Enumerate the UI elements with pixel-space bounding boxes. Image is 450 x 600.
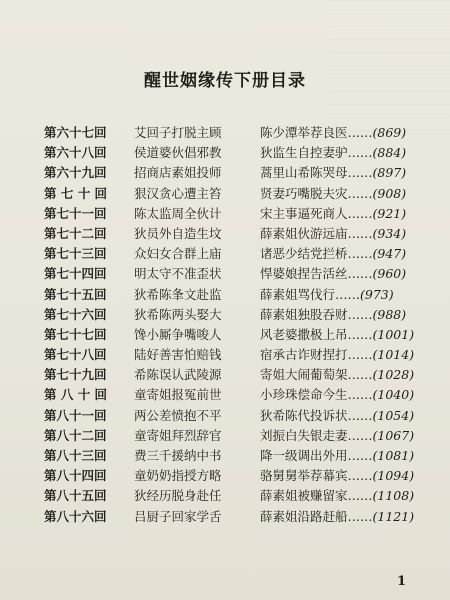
chapter-number: 第八十三回	[44, 448, 107, 463]
chapter-title-first: 明太守不准歪状	[134, 266, 222, 282]
chapter-number: 第六十八回	[44, 145, 107, 161]
page-ref: (1054)	[372, 407, 415, 423]
chapter-title-second: 风老婆撒极上吊	[260, 326, 348, 342]
leader-dots: ……	[347, 427, 373, 443]
chapter-title-first: 童奶奶指授方略	[134, 468, 222, 484]
chapter-number: 第六十七回	[44, 125, 107, 140]
page-ref: (1067)	[372, 427, 415, 443]
page-ref: (897)	[372, 165, 407, 181]
page-ref: (869)	[372, 125, 407, 140]
chapter-title-first: 狄希陈两头娶大	[134, 306, 222, 322]
toc-entry	[44, 385, 436, 405]
toc-entry	[44, 224, 436, 244]
leader-dots: ……	[335, 286, 361, 302]
chapter-title-first: 侯道婆伙倡邪教	[134, 145, 222, 161]
page-ref: (884)	[372, 145, 407, 161]
chapter-number: 第八十四回	[44, 468, 107, 484]
toc-entry	[44, 285, 436, 305]
chapter-title-first: 童寄姐拜烈辞官	[134, 427, 222, 443]
leader-dots: ……	[347, 225, 373, 241]
chapter-title-first: 众妇女合群上庙	[134, 246, 222, 262]
chapter-number: 第七十四回	[44, 266, 107, 282]
page-ref: (1014)	[372, 347, 415, 363]
chapter-title-second: 宿承古诈财捏打	[260, 347, 348, 363]
toc-entry	[44, 305, 436, 325]
chapter-title-second: 寄姐大闹葡萄架	[260, 367, 348, 383]
page-ref: (1108)	[372, 488, 415, 504]
toc-entry	[44, 163, 436, 183]
chapter-number: 第七十六回	[44, 306, 107, 322]
chapter-title-first: 狄经历脱身赴任	[134, 488, 222, 504]
chapter-title-second: 陈少潭举荐良医	[260, 125, 348, 140]
chapter-title-second: 贤妻巧嘴脱夫灾	[260, 185, 348, 201]
chapter-title-second: 降一级调出外用	[260, 448, 348, 463]
chapter-title-first: 馋小厮争嘴唆人	[134, 326, 222, 342]
leader-dots: ……	[347, 407, 373, 423]
page-ref: (1094)	[372, 468, 415, 484]
chapter-number: 第七十八回	[44, 347, 107, 363]
chapter-title-second: 薛素姐被赚留家	[260, 488, 348, 504]
chapter-title-second: 悍婆娘捏告活丝	[260, 266, 348, 282]
chapter-title-first: 希陈误认武陵源	[134, 367, 222, 383]
toc-entry	[44, 325, 436, 345]
page-title: 醒世姻缘传下册目录	[144, 71, 306, 91]
toc-entry	[44, 204, 436, 224]
chapter-title-first: 狠汉贪心遭主笞	[134, 185, 222, 201]
chapter-number: 第八十一回	[44, 407, 107, 423]
leader-dots: ……	[347, 185, 373, 201]
chapter-title-second: 薛素姐沿路赶船	[260, 508, 348, 524]
chapter-title-second: 小珍珠偿命今生	[260, 387, 348, 403]
toc-entry	[44, 466, 436, 486]
leader-dots: ……	[347, 145, 373, 161]
toc-entry	[44, 264, 436, 284]
toc-entry	[44, 486, 436, 506]
leader-dots: ……	[347, 468, 373, 484]
page-ref: (1081)	[372, 448, 415, 463]
page-number: 1	[397, 574, 407, 589]
chapter-title-first: 童寄姐报冤前世	[134, 387, 222, 403]
chapter-title-second: 诸恶少结党拦桥	[260, 246, 348, 262]
leader-dots: ……	[347, 508, 373, 524]
chapter-number: 第八十二回	[44, 427, 107, 443]
table-of-contents	[44, 123, 436, 527]
toc-entry	[44, 446, 436, 466]
leader-dots: ……	[347, 165, 373, 181]
leader-dots: ……	[347, 326, 373, 342]
chapter-number: 第七十九回	[44, 367, 107, 383]
chapter-title-second: 刘振白失银走妻	[260, 427, 348, 443]
leader-dots: ……	[347, 246, 373, 262]
page-ref: (988)	[372, 306, 407, 322]
leader-dots: ……	[347, 125, 373, 140]
page-ref: (947)	[372, 246, 407, 262]
toc-entry	[44, 244, 436, 264]
chapter-number: 第八十六回	[44, 508, 107, 524]
page-ref: (1028)	[372, 367, 415, 383]
chapter-title-first: 费三千援纳中书	[134, 448, 222, 463]
chapter-number: 第七十三回	[44, 246, 107, 262]
toc-entry	[44, 365, 436, 385]
chapter-number: 第 八 十 回	[44, 387, 108, 403]
chapter-title-second: 蒿里山希陈哭母	[260, 165, 348, 181]
page-ref: (908)	[372, 185, 407, 201]
chapter-title-first: 陆好善害怕赔钱	[134, 347, 222, 363]
toc-entry	[44, 426, 436, 446]
leader-dots: ……	[347, 306, 373, 322]
chapter-title-second: 狄希陈代投诉状	[260, 407, 348, 423]
toc-entry	[44, 406, 436, 426]
chapter-number: 第 七 十 回	[44, 185, 108, 201]
chapter-number: 第七十二回	[44, 225, 107, 241]
leader-dots: ……	[347, 347, 373, 363]
chapter-title-first: 陈太监周全伙计	[134, 205, 222, 221]
leader-dots: ……	[347, 367, 373, 383]
chapter-number: 第七十七回	[44, 326, 107, 342]
toc-entry	[44, 345, 436, 365]
chapter-title-second: 骆舅舅举荐幕宾	[260, 468, 348, 484]
chapter-number: 第七十一回	[44, 205, 107, 221]
chapter-title-first: 招商店素姐投师	[134, 165, 222, 181]
page-ref: (934)	[372, 225, 407, 241]
chapter-number: 第七十五回	[44, 286, 107, 302]
leader-dots: ……	[347, 488, 373, 504]
chapter-title-second: 薛素姐伙游远庙	[260, 225, 348, 241]
leader-dots: ……	[347, 205, 373, 221]
toc-entry	[44, 184, 436, 204]
toc-entry	[44, 143, 436, 163]
chapter-title-first: 艾回子打脱主顾	[134, 125, 222, 140]
leader-dots: ……	[347, 387, 373, 403]
page-ref: (960)	[372, 266, 407, 282]
chapter-title-second: 狄监生自控妻驴	[260, 145, 348, 161]
chapter-title-second: 薛素姐骂伐行	[260, 286, 336, 302]
page-ref: (1121)	[372, 508, 415, 524]
leader-dots: ……	[347, 448, 373, 463]
chapter-title-second: 薛素姐独股吞财	[260, 306, 348, 322]
chapter-title-first: 吕厨子回家学舌	[134, 508, 222, 524]
chapter-title-first: 两公差愤抱不平	[134, 407, 222, 423]
page-ref: (1001)	[372, 326, 415, 342]
toc-entry	[44, 507, 436, 527]
chapter-title-first: 狄希陈夆文赴监	[134, 286, 222, 302]
page-ref: (973)	[360, 286, 394, 302]
page-ref: (921)	[372, 205, 407, 221]
leader-dots: ……	[347, 266, 373, 282]
chapter-number: 第八十五回	[44, 488, 107, 504]
chapter-title-first: 狄员外自造生坟	[134, 225, 222, 241]
chapter-number: 第六十九回	[44, 165, 107, 181]
page-ref: (1040)	[372, 387, 415, 403]
toc-entry	[44, 123, 436, 143]
chapter-title-second: 宋主事逼死商人	[260, 205, 348, 221]
